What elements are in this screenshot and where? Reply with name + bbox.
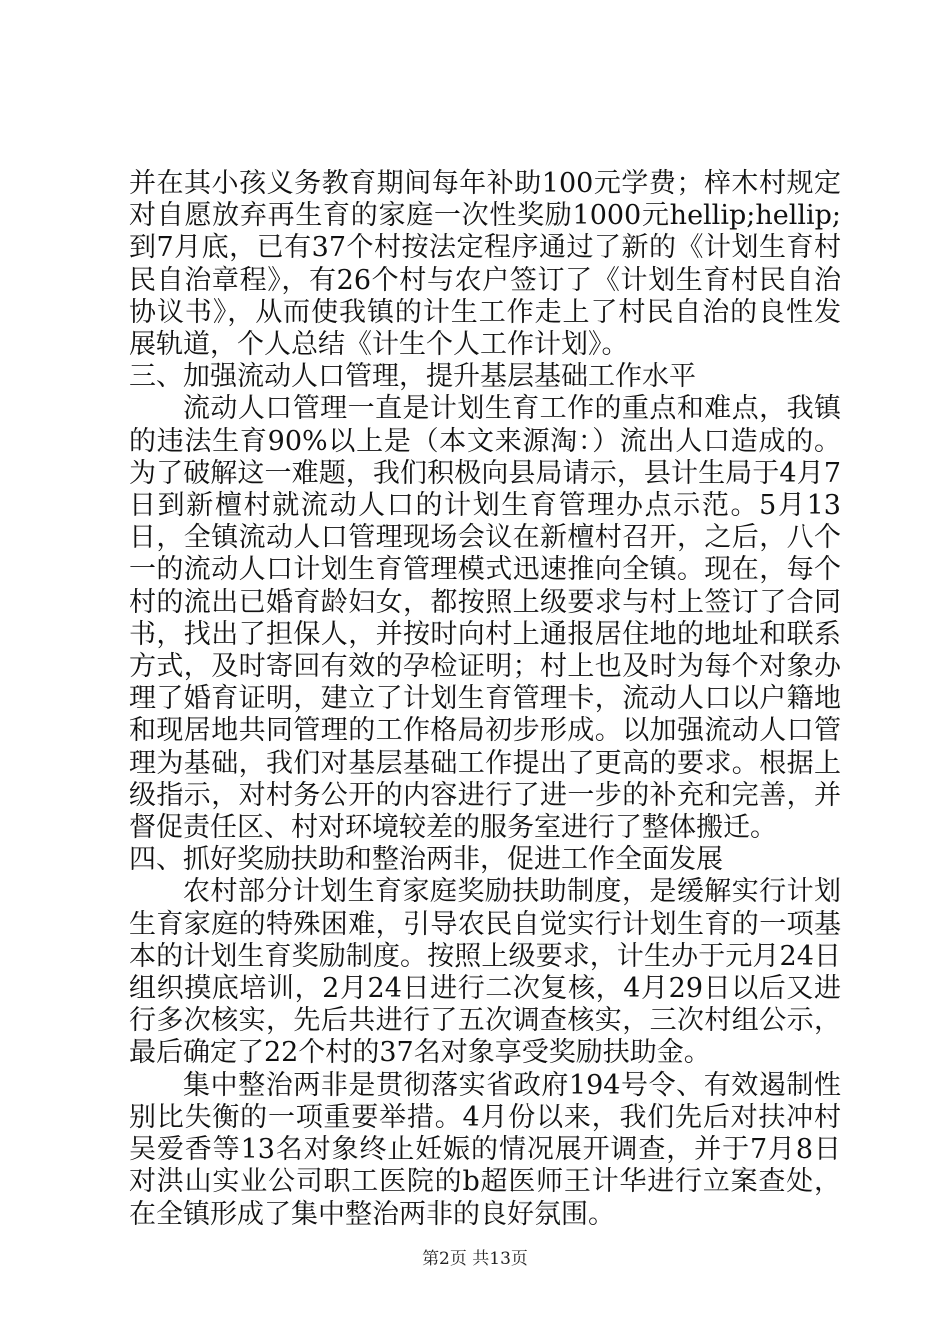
section-heading-4: 四、抓好奖励扶助和整治两非，促进工作全面发展	[129, 844, 723, 876]
paragraph-continuation: 并在其小孩义务教育期间每年补助100元学费；梓木村规定对自愿放弃再生育的家庭一次性奖励1000元hellip;hellip;到7月底，已有37个村按法定程序通过了新的《计划生育村民自治章程》，有26个村与农户签订了《计划生育村民自治协议书》，从而使我镇的计生工作走上了村民自治的良性发展轨道，个人总结《计生个人工作计划》。	[129, 168, 841, 361]
paragraph-reward-support: 农村部分计划生育家庭奖励扶助制度，是缓解实行计划生育家庭的特殊困难，引导农民自觉实行计划生育的一项基本的计划生育奖励制度。按照上级要求，计生办于元月24日组织摸底培训，2月24日进行二次复核，4月29日以后又进行多次核实，先后共进行了五次调查核实，三次村组公示，最后确定了22个村的37名对象享受奖励扶助金。	[129, 876, 841, 1069]
page-footer: 第2页 共13页	[422, 1249, 528, 1269]
paragraph-rectification: 集中整治两非是贯彻落实省政府194号令、有效遏制性别比失衡的一项重要举措。4月份以来，我们先后对扶冲村吴爱香等13名对象终止妊娠的情况展开调查，并于7月8日对洪山实业公司职工医院的b超医师王计华进行立案查处，在全镇形成了集中整治两非的良好氛围。	[129, 1069, 841, 1230]
paragraph-floating-population: 流动人口管理一直是计划生育工作的重点和难点，我镇的违法生育90%以上是（本文来源淘：）流出人口造成的。为了破解这一难题，我们积极向县局请示，县计生局于4月7日到新檀村就流动人口的计划生育管理办点示范。5月13日，全镇流动人口管理现场会议在新檀村召开，之后，八个一的流动人口计划生育管理模式迅速推向全镇。现在，每个村的流出已婚育龄妇女，都按照上级要求与村上签订了合同书，找出了担保人，并按时向村上通报居住地的地址和联系方式，及时寄回有效的孕检证明；村上也及时为每个对象办理了婚育证明，建立了计划生育管理卡，流动人口以户籍地和现居地共同管理的工作格局初步形成。以加强流动人口管理为基础，我们对基层基础工作提出了更高的要求。根据上级指示，对村务公开的内容进行了进一步的补充和完善，并督促责任区、村对环境较差的服务室进行了整体搬迁。	[129, 393, 841, 844]
section-heading-3: 三、加强流动人口管理，提升基层基础工作水平	[129, 361, 696, 393]
document-body	[129, 168, 841, 1231]
